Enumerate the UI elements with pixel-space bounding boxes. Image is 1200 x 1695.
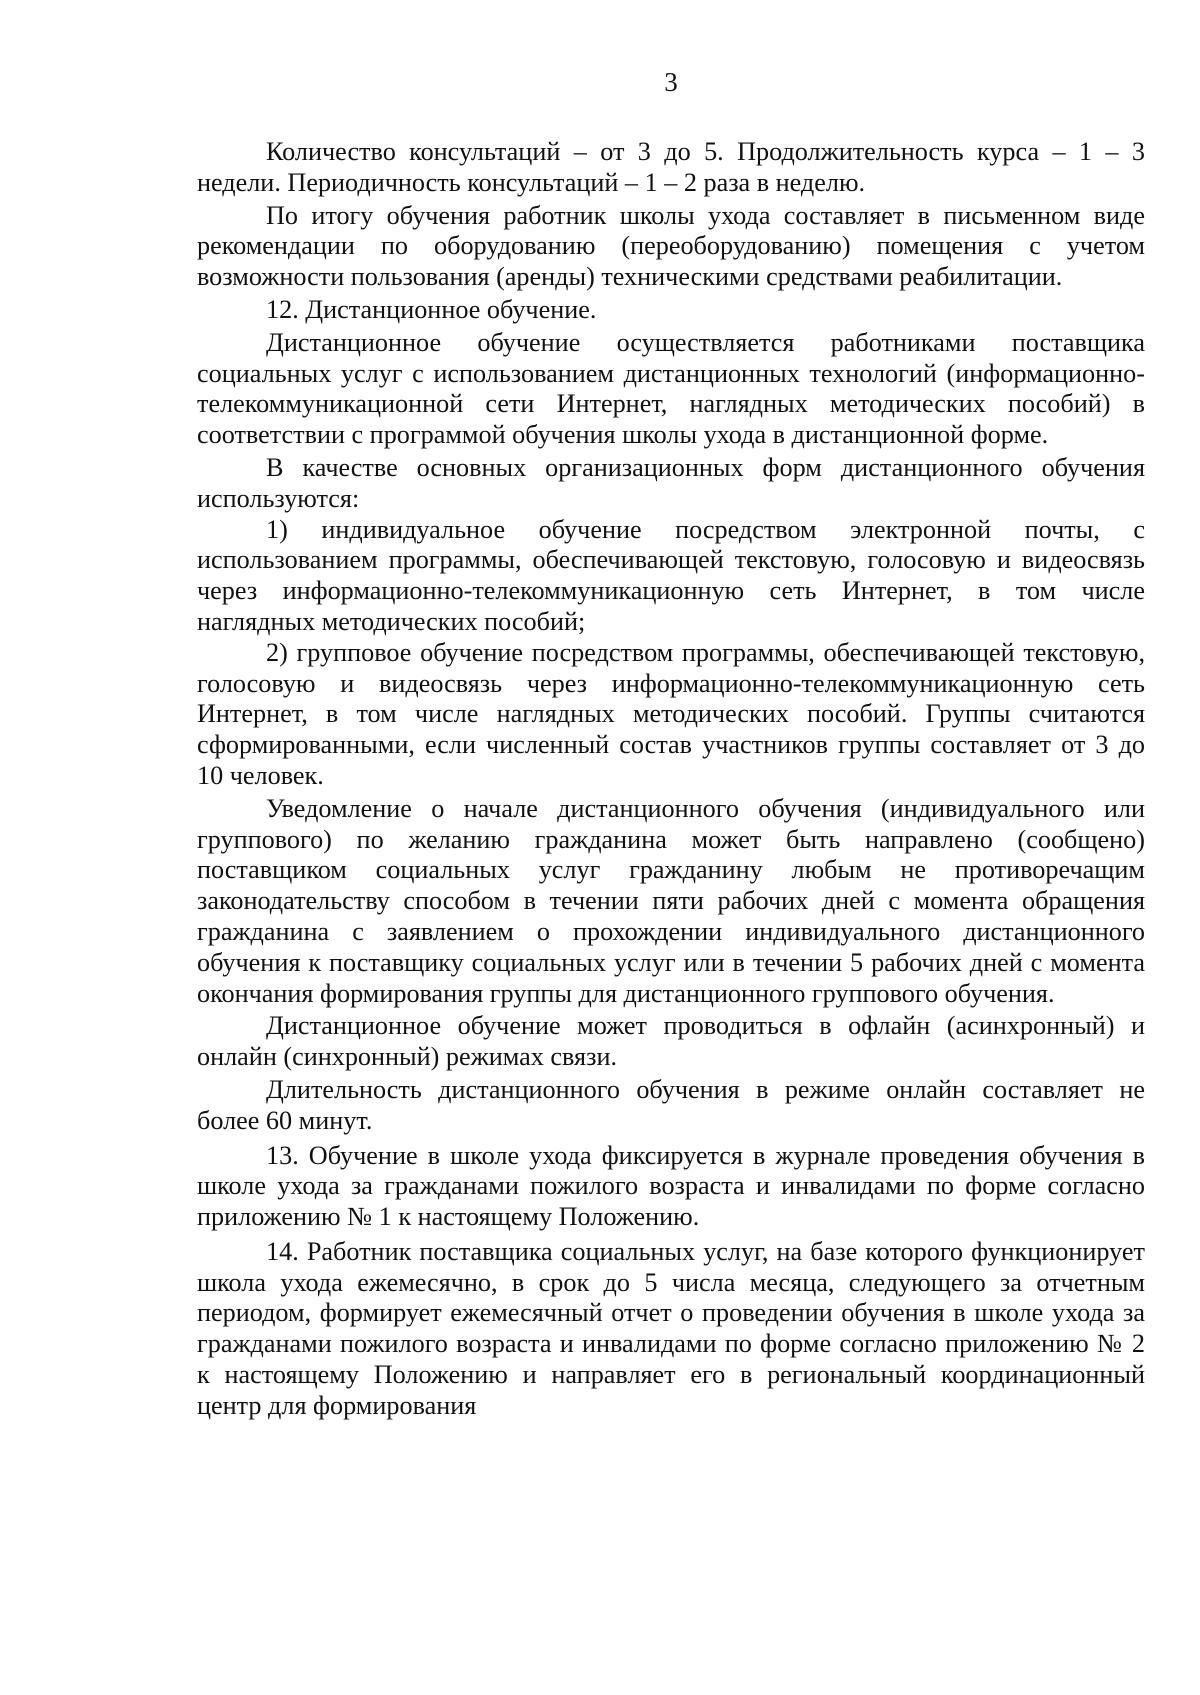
paragraph-notification: Уведомление о начале дистанционного обучения (индивидуального или группового) по желанию гражданина может быть направлено (сообщено) поставщиком социальных услуг гражданину любым не противоречащим законодательству способом в течении пяти рабочих дней с момента обращения гражданина с заявлением о прохождении индивидуального дистанционного обучения к поставщику социальных услуг или в течении 5 рабочих дней с момента окончания формирования группы для дистанционного группового обучения. — [197, 793, 1145, 1008]
section-14: 14. Работник поставщика социальных услуг, на базе которого функционирует школа ухода ежемесячно, в срок до 5 числа месяца, следующего за отчетным периодом, формирует ежемесячный отчет о проведении обучения в школе ухода за гражданами пожилого возраста и инвалидами по форме согласно приложению № 2 к настоящему Положению и направляет его в региональный координационный центр для формирования — [197, 1236, 1145, 1420]
section-heading-12: 12. Дистанционное обучение. — [266, 294, 597, 324]
paragraph-consultations: Количество консультаций – от 3 до 5. Продолжительность курса – 1 – 3 недели. Периодичность консультаций – 1 – 2 раза в неделю. — [197, 137, 1145, 197]
section-13: 13. Обучение в школе ухода фиксируется в журнале проведения обучения в школе ухода за гражданами пожилого возраста и инвалидами по форме согласно приложению № 1 к настоящему Положению. — [197, 1140, 1145, 1232]
paragraph-duration: Длительность дистанционного обучения в режиме онлайн составляет не более 60 минут. — [197, 1074, 1145, 1135]
paragraph-modes: Дистанционное обучение может проводиться в офлайн (асинхронный) и онлайн (синхронный) режимах связи. — [197, 1011, 1145, 1072]
paragraph-recommendations: По итогу обучения работник школы ухода составляет в письменном виде рекомендации по оборудованию (переоборудованию) помещения с учетом возможности пользования (аренды) техническими средствами реабилитации. — [197, 200, 1145, 292]
paragraph-distance-learning: Дистанционное обучение осуществляется работниками поставщика социальных услуг с использованием дистанционных технологий (информационно-телекоммуникационной сети Интернет, наглядных методических пособий) в соответствии с программой обучения школы ухода в дистанционной форме. — [197, 327, 1145, 450]
list-item-group: 2) групповое обучение посредством программы, обеспечивающей текстовую, голосовую и видеосвязь через информационно-телекоммуникационную сеть Интернет, в том числе наглядных методических пособий. Группы считаются сформированными, если численный состав участников группы составляет от 3 до 10 человек. — [197, 637, 1145, 790]
paragraph-forms-intro: В качестве основных организационных форм дистанционного обучения используются: — [197, 452, 1145, 513]
list-item-individual: 1) индивидуальное обучение посредством электронной почты, с использованием программы, обеспечивающей текстовую, голосовую и видеосвязь через информационно-телекоммуникационную сеть Интернет, в том числе наглядных методических пособий; — [197, 514, 1145, 636]
document-body — [197, 137, 1145, 1424]
page-number: 3 — [664, 67, 678, 97]
